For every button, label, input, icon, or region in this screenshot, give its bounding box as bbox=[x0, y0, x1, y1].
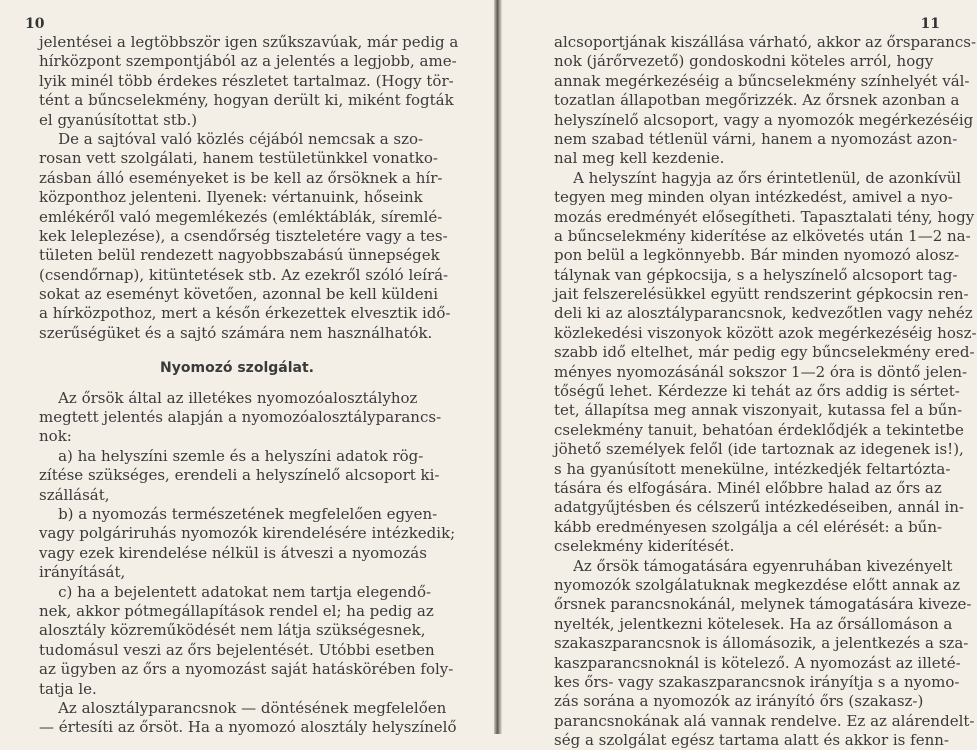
text-line: a hírközpothoz, mert a későn érkezettek elvesztik idő- bbox=[39, 304, 451, 323]
text-line: kes őrs- vagy szakaszparancsnok irányítja s a nyomo- bbox=[554, 672, 960, 691]
right-page-text bbox=[554, 33, 977, 750]
text-line: deli ki az alosztályparancsnok, kedvezőtlen vagy nehéz bbox=[554, 304, 973, 323]
text-line: mozás eredményét elősegítheti. Tapasztalati tény, hogy bbox=[554, 207, 975, 226]
text-line: tására és elfogására. Minél előbbre halad az őrs az bbox=[554, 478, 942, 497]
text-line: zás sorána a nyomozók az irányító őrs (szakasz-) bbox=[554, 692, 924, 711]
text-line: tudomásul veszi az őrs bejelentését. Utóbbi esetben bbox=[39, 640, 435, 659]
text-line: De a sajtóval való közlés céjából nemcsak a szo- bbox=[39, 129, 424, 148]
text-line: tozatlan állapotban megőrizzék. Az őrsnek azonban a bbox=[554, 91, 960, 110]
section-heading: Nyomozó szolgálat. bbox=[160, 360, 314, 377]
text-line: pon belül a legkönnyebb. Bár minden nyomozó alosz- bbox=[554, 246, 960, 265]
text-line: zítése szükséges, erendeli a helyszínelő alcsoport ki- bbox=[39, 466, 440, 485]
text-line: helyszínelő alcsoport, vagy a nyomozók megérkezéséig bbox=[554, 110, 974, 129]
text-line: szerűségüket és a sajtó számára nem használhatók. bbox=[39, 323, 433, 342]
text-line: kaszparancsnoknál is kötelező. A nyomozást az illeté- bbox=[554, 653, 961, 672]
book-gutter bbox=[494, 0, 502, 734]
text-line: szállását, bbox=[39, 485, 110, 504]
text-line: tatja le. bbox=[39, 679, 97, 698]
text-line: jöhető személyek felől (ide tartoznak az idegenek is!), bbox=[554, 440, 964, 459]
text-line: irányítását, bbox=[39, 563, 126, 582]
text-line: központhoz jelenteni. Ilyenek: vértanuink, hőseink bbox=[39, 188, 423, 207]
text-line: szakaszparancsnok is állomásozik, a jelentkezés a sza- bbox=[554, 634, 969, 653]
text-line: s ha gyanúsított menekülne, intézkedjék feltartózta- bbox=[554, 459, 951, 478]
text-line: A helyszínt hagyja az őrs érintetlenül, de azonkívül bbox=[554, 168, 962, 187]
text-line: ség a szolgálat egész tartama alatt és akkor is fenn- bbox=[554, 731, 949, 750]
text-line: nem szabad tétlenül várni, hanem a nyomozást azon- bbox=[554, 129, 958, 148]
text-line: kek leleplezése), a csendőrség tiszteletére vagy a tes- bbox=[39, 226, 448, 245]
text-line: nyomozók szolgálatuknak megkezdése előtt annak az bbox=[554, 575, 960, 594]
text-line: adatgyűjtésben és célszerű intézkedéseiben, annál in- bbox=[554, 498, 964, 517]
text-line: emlékéről való megemlékezés (emléktáblák, síremlé- bbox=[39, 207, 443, 226]
text-line: c) ha a bejelentett adatokat nem tartja elegendő- bbox=[39, 582, 432, 601]
text-line: ményes nyomozásánál sokszor 1—2 óra is döntő jelen- bbox=[554, 362, 968, 381]
text-line: b) a nyomozás természetének megfelelően egyen- bbox=[39, 504, 438, 523]
text-line: az ügyben az őrs a nyomozást saját hatáskörében foly- bbox=[39, 660, 454, 679]
page-number-left: 10 bbox=[25, 16, 45, 32]
text-line: szabb idő eltelhet, már pedig egy bűncselekmény ered- bbox=[554, 343, 975, 362]
text-line: rosan vett szolgálati, hanem testületünkkel vonatko- bbox=[39, 149, 438, 168]
text-line: nok (járőrvezető) gondoskodni köteles arról, hogy bbox=[554, 52, 934, 71]
text-line: megtett jelentés alapján a nyomozóalosztályparancs- bbox=[39, 408, 442, 427]
text-line: a) ha helyszíni szemle és a helyszíni adatok rög- bbox=[39, 446, 424, 465]
text-line: tálynak van gépkocsija, s a helyszínelő alcsoport tag- bbox=[554, 265, 958, 284]
right-page bbox=[502, 0, 977, 750]
text-line: tegyen meg minden olyan intézkedést, amivel a nyo- bbox=[554, 188, 953, 207]
page-number-right: 11 bbox=[920, 16, 940, 32]
left-page bbox=[0, 0, 494, 737]
text-line: annak megérkezéséig a bűncselekmény színhelyét vál- bbox=[554, 71, 970, 90]
text-line: tületen belül rendezett nagyobbszabású ünnepségek bbox=[39, 246, 440, 265]
text-line: nok: bbox=[39, 427, 72, 446]
left-page-text bbox=[39, 33, 459, 738]
text-line: őrsnek parancsnokánál, melynek támogatására kiveze- bbox=[554, 595, 972, 614]
text-line: sokat az eseményt követően, azonnal be kell küldeni bbox=[39, 285, 439, 304]
text-line: parancsnokának alá vannak rendelve. Ez az alárendelt- bbox=[554, 711, 975, 730]
text-line: Az alosztályparancsnok — döntésének megfelelően bbox=[39, 698, 447, 717]
text-line: Az őrsök támogatására egyenruhában kivezényelt bbox=[554, 556, 953, 575]
text-line: jait felszerelésükkel együtt rendszerint gépkocsin ren- bbox=[554, 285, 969, 304]
text-line: a bűncselekmény kiderítése az elkövetés után 1—2 na- bbox=[554, 226, 971, 245]
text-line: — értesíti az őrsöt. Ha a nyomozó alosztály helyszínelő bbox=[39, 718, 457, 737]
text-line: nek, akkor pótmegállapítások rendel el; ha pedig az bbox=[39, 601, 434, 620]
text-line: kább eredményesen szolgálja a cél elérését: a bűn- bbox=[554, 517, 943, 536]
text-line: (csendőrnap), kitüntetések stb. Az ezekről szóló leírá- bbox=[39, 265, 449, 284]
text-line: lyik minél több érdekes részletet tartalmaz. (Hogy tör- bbox=[39, 71, 454, 90]
text-line: tént a bűncselekmény, hogyan derült ki, miként fogták bbox=[39, 91, 454, 110]
text-line: el gyanúsítottat stb.) bbox=[39, 110, 198, 129]
text-line: nyelték, jelentkezni kötelesek. Ha az őrsállomáson a bbox=[554, 614, 953, 633]
text-line: cselekmény tanuit, behatóan érdeklődjék a tekintetbe bbox=[554, 420, 964, 439]
text-line: tet, állapítsa meg annak viszonyait, kutassa fel a bűn- bbox=[554, 401, 963, 420]
text-line: jelentései a legtöbbször igen szűkszavúak, már pedig a bbox=[39, 33, 459, 51]
text-line: hírközpont szempontjából az a jelentés a legjobb, ame- bbox=[39, 52, 457, 71]
text-line: zásban álló eseményeket is be kell az őrsöknek a hír- bbox=[39, 168, 443, 187]
text-line: nal meg kell kezdenie. bbox=[554, 149, 725, 168]
text-line: cselekmény kiderítését. bbox=[554, 537, 735, 556]
text-line: vagy polgáriruhás nyomozók kirendelésére intézkedik; bbox=[39, 524, 456, 543]
text-line: vagy ezek kirendelése nélkül is átveszi a nyomozás bbox=[39, 543, 427, 562]
text-line: alosztály közreműködését nem látja szükségesnek, bbox=[39, 621, 426, 640]
text-line: közlekedési viszonyok között azok megérkezéséig hosz- bbox=[554, 323, 977, 342]
text-line: alcsoportjának kiszállása várható, akkor az őrsparancs- bbox=[554, 33, 977, 51]
text-line: tőségű lehet. Kérdezze ki tehát az őrs addig is sértet- bbox=[554, 382, 960, 401]
text-line: Az őrsök által az illetékes nyomozóalosztályhoz bbox=[39, 388, 418, 407]
